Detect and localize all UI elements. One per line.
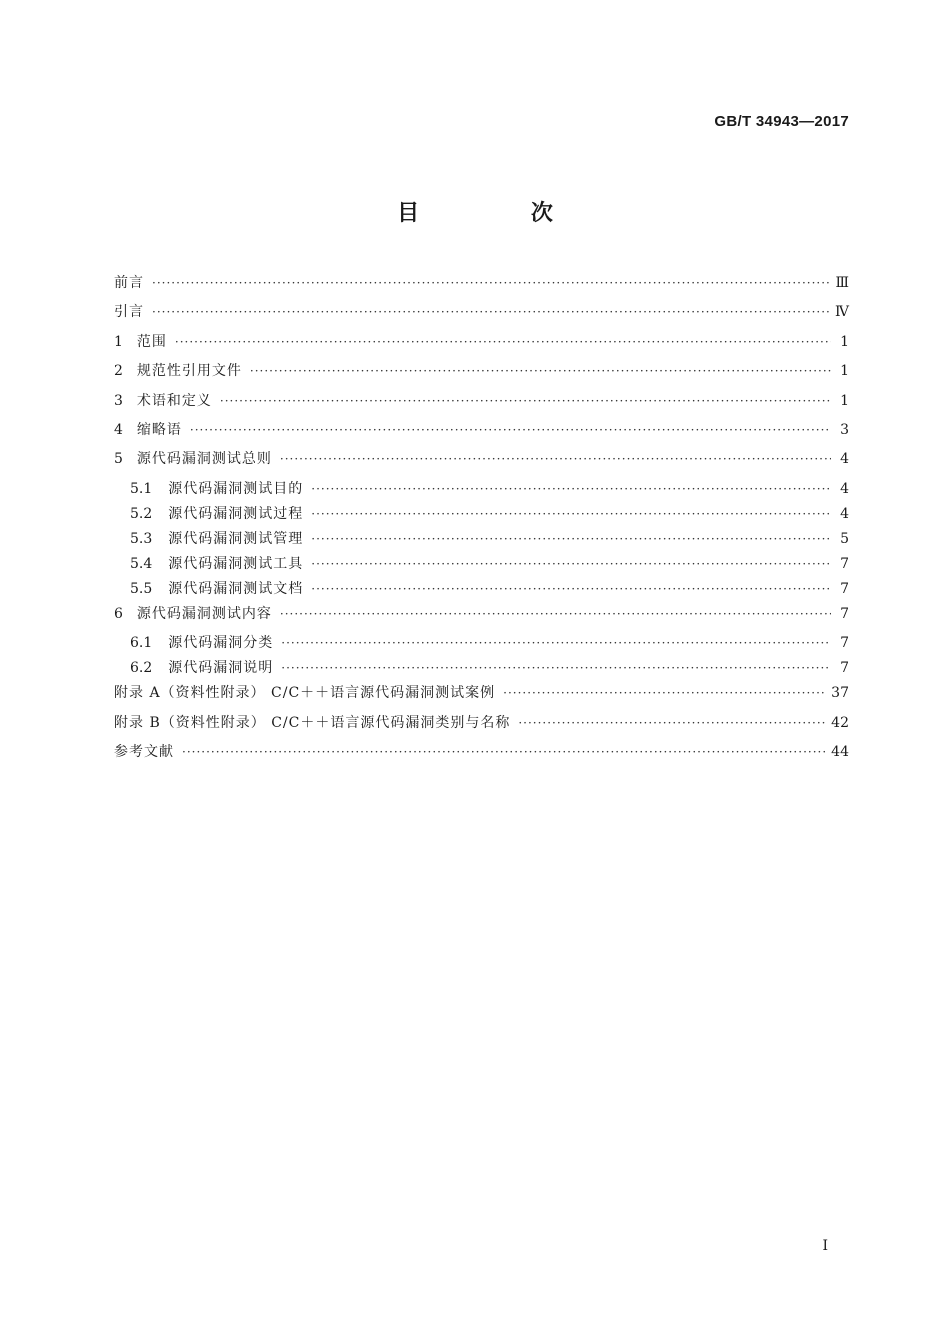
- toc-leader-dots: [311, 479, 831, 499]
- toc-entry[interactable]: [114, 604, 849, 633]
- standard-code: GB/T 34943—2017: [714, 113, 849, 130]
- toc-entry[interactable]: [114, 391, 849, 420]
- toc-entry-page: 42: [831, 714, 849, 731]
- toc-entry-appendix-a[interactable]: [114, 683, 849, 712]
- toc-entry-appendix-b[interactable]: [114, 713, 849, 742]
- toc-leader-dots: [311, 504, 831, 524]
- toc-entry-number: 1: [114, 333, 123, 350]
- toc-entry-page: 37: [831, 685, 849, 702]
- toc-entry-label: 范围: [136, 333, 167, 350]
- page-number: I: [822, 1238, 828, 1254]
- toc-entry-number: 5: [114, 451, 123, 468]
- toc-entry-page: 5: [840, 530, 849, 547]
- toc-entry-label: 源代码漏洞测试过程: [168, 505, 304, 522]
- toc-subentry[interactable]: [114, 579, 849, 604]
- toc-entry-number: 6.1: [130, 635, 153, 652]
- toc-entry-page: 4: [840, 505, 849, 522]
- toc-leader-dots: [182, 742, 825, 762]
- toc-subentry[interactable]: [114, 504, 849, 529]
- toc-entry-page: 1: [840, 392, 849, 409]
- toc-subentry[interactable]: [114, 479, 849, 504]
- toc-entry-label: 缩略语: [136, 421, 182, 438]
- toc-entry-number: 5.3: [130, 530, 153, 547]
- toc-entry-label: 术语和定义: [136, 392, 212, 409]
- toc-entry-label: 源代码漏洞测试管理: [168, 530, 304, 547]
- toc-leader-dots: [152, 273, 829, 293]
- toc-entry[interactable]: [114, 449, 849, 478]
- toc-entry[interactable]: [114, 273, 849, 302]
- toc-leader-dots: [190, 420, 831, 440]
- toc-entry-page: 1: [840, 333, 849, 350]
- toc-entry-page: 7: [840, 555, 849, 572]
- toc-leader-dots: [152, 302, 829, 322]
- toc-leader-dots: [311, 529, 831, 549]
- toc-entry-number: 4: [114, 421, 123, 438]
- toc-entry[interactable]: [114, 302, 849, 331]
- toc-entry-page: 7: [840, 660, 849, 677]
- toc-leader-dots: [250, 361, 831, 381]
- toc-entry[interactable]: [114, 332, 849, 361]
- table-of-contents: [114, 273, 849, 771]
- toc-entry-number: 6: [114, 605, 123, 622]
- toc-title: 目 次: [397, 201, 605, 226]
- toc-entry-label: 附录 B（资料性附录） C/C＋＋语言源代码漏洞类别与名称: [114, 714, 511, 731]
- toc-entry-number: 5.5: [130, 580, 153, 597]
- toc-entry-page: 1: [840, 363, 849, 380]
- toc-entry-label: 源代码漏洞说明: [168, 660, 274, 677]
- toc-leader-dots: [281, 633, 831, 653]
- toc-entry-page: Ⅳ: [835, 304, 849, 321]
- toc-entry-label: 引言: [114, 304, 144, 321]
- toc-entry-label: 源代码漏洞测试内容: [136, 605, 272, 622]
- toc-leader-dots: [518, 713, 825, 733]
- toc-entry-number: 2: [114, 363, 123, 380]
- toc-entry-number: 5.4: [130, 555, 153, 572]
- toc-entry-label: 源代码漏洞测试总则: [136, 451, 272, 468]
- toc-entry-page: 44: [831, 743, 849, 760]
- toc-entry-number: 5.1: [130, 480, 153, 497]
- toc-leader-dots: [311, 554, 831, 574]
- toc-subentry[interactable]: [114, 633, 849, 658]
- toc-entry-label: 源代码漏洞测试目的: [168, 480, 304, 497]
- toc-leader-dots: [220, 391, 831, 411]
- toc-entry-number: 6.2: [130, 660, 153, 677]
- toc-entry-label: 源代码漏洞测试文档: [168, 580, 304, 597]
- toc-entry-page: 7: [840, 605, 849, 622]
- toc-subentry[interactable]: [114, 658, 849, 683]
- toc-entry-references[interactable]: [114, 742, 849, 771]
- toc-leader-dots: [281, 658, 831, 678]
- toc-leader-dots: [503, 683, 825, 703]
- toc-leader-dots: [280, 604, 831, 624]
- toc-entry-label: 源代码漏洞测试工具: [168, 555, 304, 572]
- toc-entry-page: 7: [840, 580, 849, 597]
- toc-entry-page: Ⅲ: [835, 275, 849, 291]
- toc-entry[interactable]: [114, 361, 849, 390]
- toc-entry-page: 7: [840, 635, 849, 652]
- toc-subentry[interactable]: [114, 529, 849, 554]
- toc-leader-dots: [311, 579, 831, 599]
- toc-leader-dots: [175, 332, 831, 352]
- toc-leader-dots: [280, 449, 831, 469]
- toc-entry[interactable]: [114, 420, 849, 449]
- toc-entry-number: 5.2: [130, 505, 153, 522]
- toc-entry-label: 源代码漏洞分类: [168, 635, 274, 652]
- toc-entry-page: 4: [840, 480, 849, 497]
- toc-entry-page: 3: [840, 421, 849, 438]
- toc-entry-label: 前言: [114, 275, 144, 291]
- toc-entry-number: 3: [114, 392, 123, 409]
- toc-subentry[interactable]: [114, 554, 849, 579]
- toc-entry-label: 附录 A（资料性附录） C/C＋＋语言源代码漏洞测试案例: [114, 685, 496, 702]
- toc-entry-label: 参考文献: [114, 743, 174, 760]
- toc-entry-label: 规范性引用文件: [136, 363, 242, 380]
- toc-entry-page: 4: [840, 451, 849, 468]
